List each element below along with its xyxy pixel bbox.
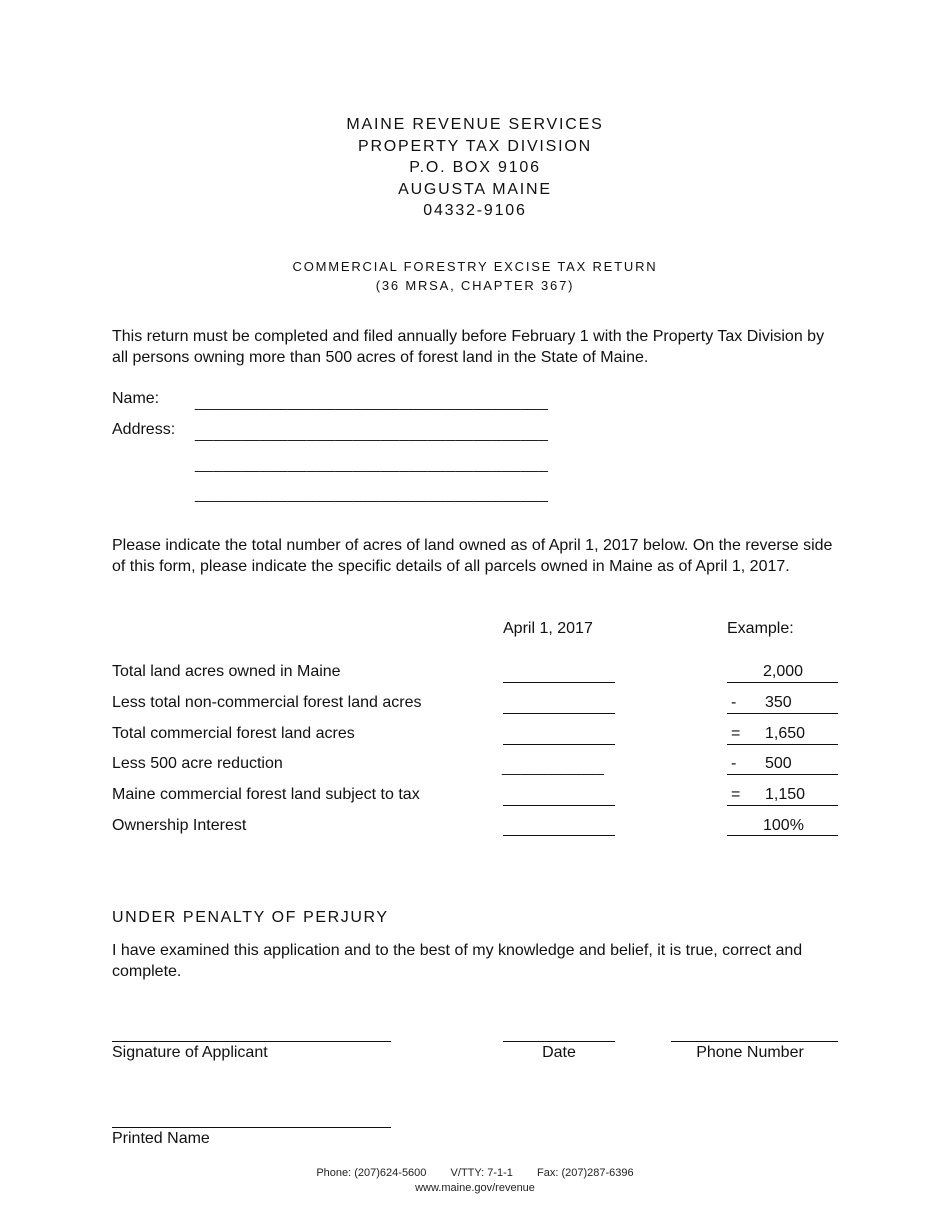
division-name: PROPERTY TAX DIVISION <box>357 138 592 155</box>
example-underline <box>727 744 838 745</box>
example-ownership: 100% <box>763 817 804 834</box>
name-field[interactable]: ______________________________________ <box>195 394 549 411</box>
example-op-equals: = <box>731 786 741 803</box>
address-field-line-1[interactable]: ______________________________________ <box>195 425 549 442</box>
example-underline <box>727 805 838 806</box>
example-underline <box>727 774 838 775</box>
address-field-line-3[interactable]: ______________________________________ <box>195 486 549 503</box>
input-commercial[interactable] <box>503 744 615 745</box>
date-label: Date <box>542 1044 576 1061</box>
row-label-non-commercial: Less total non-commercial forest land acres <box>112 694 422 711</box>
example-underline <box>727 835 838 836</box>
example-op-equals: = <box>731 725 741 742</box>
intro-paragraph: This return must be completed and filed annually before February 1 with the Property Tax Division by all persons owning more than 500 acres of forest land in the State of Maine. <box>112 328 825 366</box>
agency-name: MAINE REVENUE SERVICES <box>346 116 604 133</box>
input-subject-to-tax[interactable] <box>503 805 615 806</box>
row-label-subject-to-tax: Maine commercial forest land subject to tax <box>112 786 420 803</box>
footer-fax: Fax: (207)287-6396 <box>537 1167 634 1179</box>
row-label-commercial: Total commercial forest land acres <box>112 725 355 742</box>
phone-line[interactable] <box>671 1041 838 1042</box>
form-title: COMMERCIAL FORESTRY EXCISE TAX RETURN <box>292 259 658 274</box>
address-field-line-2[interactable]: ______________________________________ <box>195 456 549 473</box>
row-label-reduction: Less 500 acre reduction <box>112 755 283 772</box>
row-label-total-land: Total land acres owned in Maine <box>112 663 341 680</box>
example-underline <box>727 682 838 683</box>
column-header-example: Example: <box>727 620 794 637</box>
example-underline <box>727 713 838 714</box>
date-line[interactable] <box>503 1041 615 1042</box>
printed-name-line[interactable] <box>112 1127 391 1128</box>
example-commercial: 1,650 <box>765 725 806 742</box>
input-ownership[interactable] <box>503 835 615 836</box>
address-label: Address: <box>112 421 176 438</box>
input-non-commercial[interactable] <box>503 713 615 714</box>
example-reduction: 500 <box>765 755 792 772</box>
input-total-land[interactable] <box>503 682 615 683</box>
po-box: P.O. BOX 9106 <box>409 159 541 176</box>
zip-code: 04332-9106 <box>423 202 527 219</box>
perjury-title: UNDER PENALTY OF PERJURY <box>112 909 389 926</box>
city-state: AUGUSTA MAINE <box>398 181 552 198</box>
phone-label: Phone Number <box>696 1044 804 1061</box>
example-op-minus: - <box>731 694 737 711</box>
instruction-paragraph: Please indicate the total number of acres of land owned as of April 1, 2017 below. On the reverse side of this form, please indicate the specific details of all parcels owned in Maine as of April 1, 2017. <box>112 537 833 575</box>
printed-name-label: Printed Name <box>112 1130 210 1147</box>
footer-contact <box>0 1167 950 1179</box>
example-non-commercial: 350 <box>765 694 792 711</box>
footer-tty: V/TTY: 7-1-1 <box>450 1167 513 1179</box>
perjury-statement: I have examined this application and to the best of my knowledge and belief, it is true, correct and complete. <box>112 942 803 980</box>
signature-line[interactable] <box>112 1041 391 1042</box>
column-header-date: April 1, 2017 <box>503 620 593 637</box>
footer-website[interactable]: www.maine.gov/revenue <box>415 1182 535 1194</box>
name-label: Name: <box>112 390 160 407</box>
example-op-minus: - <box>731 755 737 772</box>
example-total-land: 2,000 <box>763 663 804 680</box>
footer-phone: Phone: (207)624-5600 <box>316 1167 427 1179</box>
example-subject-to-tax: 1,150 <box>765 786 806 803</box>
form-subtitle: (36 MRSA, CHAPTER 367) <box>375 278 575 293</box>
row-label-ownership: Ownership Interest <box>112 817 247 834</box>
input-reduction[interactable]: ___________ <box>502 759 605 776</box>
signature-label: Signature of Applicant <box>112 1044 268 1061</box>
